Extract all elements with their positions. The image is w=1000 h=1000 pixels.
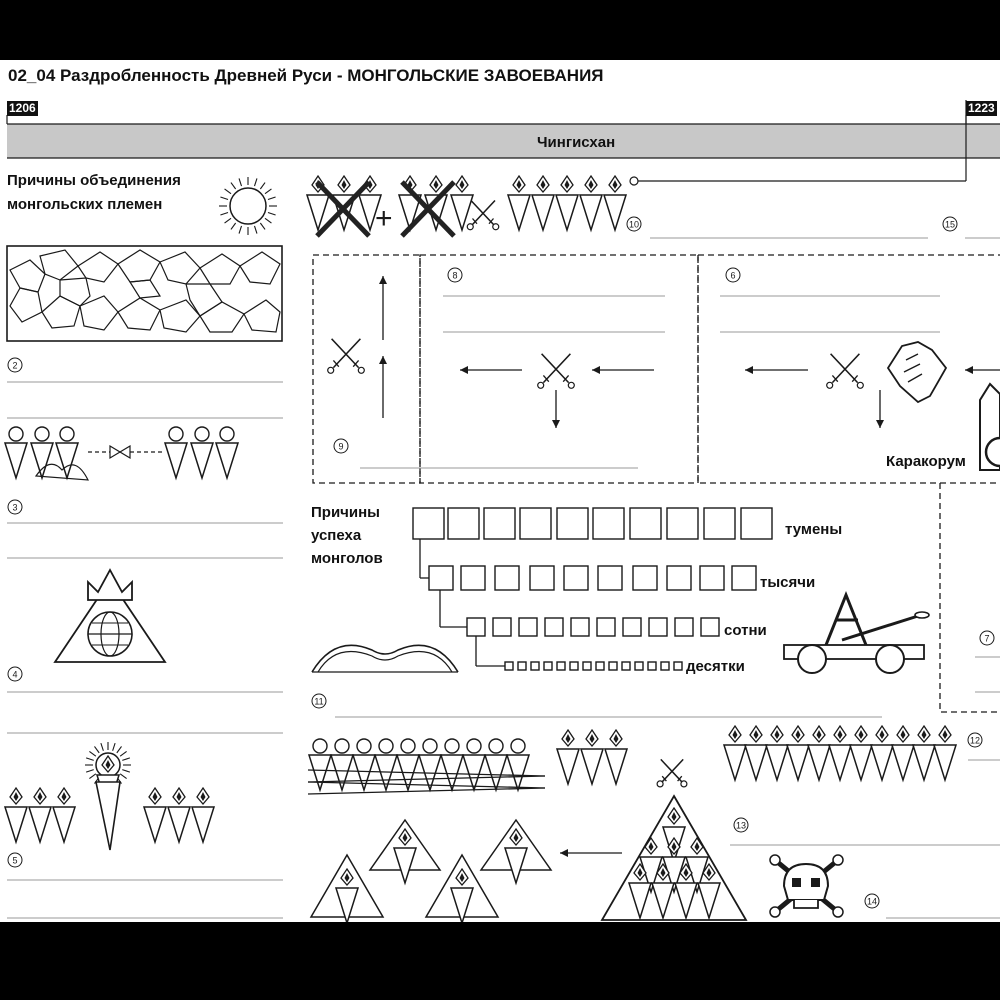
pommel — [827, 382, 833, 388]
year-end-label: 1223 — [968, 101, 995, 115]
pommel — [857, 382, 863, 388]
warrior-icon — [850, 726, 872, 780]
warrior-icon — [766, 726, 788, 780]
cone-body — [463, 755, 485, 790]
ten-box — [570, 662, 578, 670]
cone-body — [56, 443, 78, 478]
cone-body — [168, 807, 190, 842]
marker-number: 14 — [866, 896, 878, 907]
marker-number: 15 — [944, 219, 956, 230]
head — [335, 739, 349, 753]
wheel — [798, 645, 826, 673]
catapult-cup — [915, 612, 929, 618]
pommel — [681, 781, 687, 787]
strike-line — [308, 788, 545, 794]
sun-ray — [254, 226, 256, 234]
head — [489, 739, 503, 753]
bone-end — [833, 855, 843, 865]
ten-box — [544, 662, 552, 670]
sun-ray — [268, 197, 276, 199]
sun-ray — [120, 774, 126, 779]
success-title-3: монголов — [311, 550, 383, 567]
arrow-head — [965, 366, 973, 374]
crown — [88, 570, 132, 600]
tumen-box — [667, 508, 698, 539]
warrior-icon — [745, 726, 767, 780]
warrior-icon — [604, 176, 626, 230]
cone-body — [605, 749, 627, 784]
warrior-icon — [808, 726, 830, 780]
cone-body — [144, 807, 166, 842]
cone-body — [507, 755, 529, 790]
tumen-box — [557, 508, 588, 539]
arrow-south — [876, 390, 884, 428]
sun-disc — [230, 188, 266, 224]
unit-thousands: тысячи — [760, 574, 816, 591]
thousand-box — [429, 566, 453, 590]
person-icon — [485, 739, 507, 790]
sun-ray — [220, 212, 228, 214]
hands-outline — [888, 342, 946, 402]
sun-ray — [225, 218, 231, 223]
ten-box — [583, 662, 591, 670]
sun-ray — [265, 218, 271, 223]
marker-number: 10 — [628, 219, 640, 230]
cone-body — [913, 745, 935, 780]
number-marker — [726, 268, 740, 282]
sun-ray — [231, 183, 236, 189]
sun-ray — [122, 758, 130, 760]
head — [467, 739, 481, 753]
number-marker — [943, 217, 957, 231]
warrior-icon — [557, 730, 579, 784]
head — [401, 739, 415, 753]
cone-body — [31, 443, 53, 478]
number-marker — [334, 439, 348, 453]
year-start-label: 1206 — [9, 101, 36, 115]
number-marker — [8, 853, 22, 867]
thousand-box — [530, 566, 554, 590]
warrior-icon — [581, 730, 603, 784]
ten-box — [596, 662, 604, 670]
pommel — [467, 224, 473, 230]
cone-body — [485, 755, 507, 790]
ten-box — [674, 662, 682, 670]
marker-number: 7 — [984, 633, 990, 644]
skull — [784, 864, 828, 900]
arrow-head — [592, 366, 600, 374]
unification-causes-title-2: монгольских племен — [7, 196, 163, 213]
person-icon — [375, 739, 397, 790]
cone-body — [192, 807, 214, 842]
cone-body — [724, 745, 746, 780]
warrior-icon — [29, 788, 51, 842]
bone-end — [770, 907, 780, 917]
cone-body — [353, 755, 375, 790]
eye — [811, 878, 820, 887]
hundred-box — [649, 618, 667, 636]
thousand-box — [461, 566, 485, 590]
tumen-box — [520, 508, 551, 539]
catapult-icon — [784, 595, 929, 673]
cone-body — [745, 745, 767, 780]
ten-box — [531, 662, 539, 670]
warrior-icon — [53, 788, 75, 842]
arrow-west — [560, 849, 622, 857]
tumen-box — [448, 508, 479, 539]
thousand-box — [667, 566, 691, 590]
bow-tie-right — [120, 446, 130, 458]
hundred-box — [701, 618, 719, 636]
head — [511, 739, 525, 753]
tumen-box — [704, 508, 735, 539]
cone-body — [5, 443, 27, 478]
number-marker — [734, 818, 748, 832]
number-marker — [980, 631, 994, 645]
sun-ray — [260, 183, 265, 189]
marker-number: 4 — [12, 669, 18, 680]
cone-body — [850, 745, 872, 780]
warrior-icon — [871, 726, 893, 780]
warrior-icon — [532, 176, 554, 230]
person-icon — [353, 739, 375, 790]
cone-body — [604, 195, 626, 230]
sun-ray — [220, 197, 228, 199]
marker-number: 2 — [12, 360, 18, 371]
pommel — [358, 367, 364, 373]
person-icon — [216, 427, 238, 478]
hundred-box — [519, 618, 537, 636]
cone-body — [871, 745, 893, 780]
sun-ray — [117, 746, 122, 752]
head — [220, 427, 234, 441]
success-title-2: успеха — [311, 527, 362, 544]
cone-body — [581, 749, 603, 784]
eye — [792, 878, 801, 887]
warrior-icon — [934, 726, 956, 780]
warrior-icon — [168, 788, 190, 842]
crossed-swords-icon — [827, 354, 864, 389]
person-icon — [191, 427, 213, 478]
sun-ray — [239, 178, 241, 186]
thousand-box — [495, 566, 519, 590]
arrow-west — [460, 366, 522, 374]
unit-tens: десятки — [686, 658, 745, 675]
number-marker — [865, 894, 879, 908]
thousand-box — [598, 566, 622, 590]
leader-body — [96, 782, 120, 850]
warrior-icon — [913, 726, 935, 780]
head — [423, 739, 437, 753]
arrow-head — [552, 420, 560, 428]
head — [169, 427, 183, 441]
cone-body — [191, 443, 213, 478]
arrow-north — [379, 356, 387, 418]
mosaic-frame — [7, 246, 282, 341]
arrow-head — [379, 356, 387, 364]
warrior-icon — [724, 726, 746, 780]
warrior-icon — [508, 176, 530, 230]
cone-body — [892, 745, 914, 780]
pommel — [568, 382, 574, 388]
bone-end — [833, 907, 843, 917]
worksheet — [0, 60, 1000, 922]
sun-ray — [113, 743, 115, 751]
person-icon — [419, 739, 441, 790]
arrow-head — [560, 849, 568, 857]
tumen-box — [630, 508, 661, 539]
warrior-icon — [892, 726, 914, 780]
marker-number: 11 — [314, 696, 324, 707]
cone-body — [165, 443, 187, 478]
warrior-icon — [605, 730, 627, 784]
campaign-panel — [940, 483, 1000, 712]
jaw — [794, 900, 818, 908]
ten-box — [518, 662, 526, 670]
tumen-box — [593, 508, 624, 539]
head — [35, 427, 49, 441]
cone-body — [309, 755, 331, 790]
bone-end — [770, 855, 780, 865]
marker-number: 3 — [12, 502, 18, 513]
person-icon — [441, 739, 463, 790]
ten-box — [505, 662, 513, 670]
warrior-icon — [829, 726, 851, 780]
arrow-head — [460, 366, 468, 374]
person-icon — [507, 739, 529, 790]
head — [195, 427, 209, 441]
ruler-name: Чингисхан — [537, 134, 616, 151]
sun-ray — [225, 189, 231, 194]
pommel — [493, 224, 499, 230]
cone-body — [29, 807, 51, 842]
ten-box — [557, 662, 565, 670]
warrior-icon — [580, 176, 602, 230]
warrior-icon — [192, 788, 214, 842]
number-marker — [312, 694, 326, 708]
person-icon — [397, 739, 419, 790]
unit-hundreds: сотни — [724, 622, 767, 639]
sun-ray — [265, 189, 271, 194]
hundred-box — [597, 618, 615, 636]
sun-ray — [239, 226, 241, 234]
head — [357, 739, 371, 753]
sun-ray — [120, 751, 126, 756]
capital-label: Каракорум — [886, 453, 966, 470]
plus-sign: + — [375, 202, 393, 235]
sun-ray — [86, 758, 94, 760]
sun-ray — [268, 212, 276, 214]
hundred-box — [675, 618, 693, 636]
warrior-icon — [787, 726, 809, 780]
arrow-head — [379, 276, 387, 284]
ten-box — [648, 662, 656, 670]
cone-body — [580, 195, 602, 230]
timeline-node — [630, 177, 638, 185]
sun-ray — [89, 774, 95, 779]
cone-body — [508, 195, 530, 230]
arrow-west — [965, 366, 1000, 374]
thousand-box — [633, 566, 657, 590]
warrior-icon — [556, 176, 578, 230]
hundred-box — [493, 618, 511, 636]
person-icon — [165, 427, 187, 478]
crossed-swords-icon — [467, 201, 499, 230]
arrow-head — [745, 366, 753, 374]
marker-number: 5 — [12, 855, 18, 866]
ten-box — [622, 662, 630, 670]
success-title-1: Причины — [311, 504, 380, 521]
hundred-box — [467, 618, 485, 636]
head — [445, 739, 459, 753]
number-marker — [8, 667, 22, 681]
cone-body — [216, 443, 238, 478]
cone-body — [556, 195, 578, 230]
arrow-head — [876, 420, 884, 428]
marker-number: 9 — [338, 441, 344, 452]
cone-body — [441, 755, 463, 790]
ten-box — [635, 662, 643, 670]
cone-body — [5, 807, 27, 842]
page-title: 02_04 Раздробленность Древней Руси - МОНГОЛЬСКИЕ ЗАВОЕВАНИЯ — [8, 66, 604, 85]
ten-box — [609, 662, 617, 670]
sun-ray — [86, 770, 94, 772]
sun-icon — [219, 177, 277, 235]
campaign-panel — [698, 255, 1000, 483]
cone-body — [53, 807, 75, 842]
marker-number: 12 — [969, 735, 981, 746]
tumen-box — [484, 508, 515, 539]
head — [379, 739, 393, 753]
person-icon — [31, 427, 53, 478]
thousand-box — [564, 566, 588, 590]
marker-number: 13 — [735, 820, 747, 831]
number-marker — [968, 733, 982, 747]
unification-causes-title-1: Причины объединения — [7, 172, 181, 189]
thousand-box — [700, 566, 724, 590]
worksheet-illustration — [0, 60, 1000, 922]
pommel — [328, 367, 334, 373]
tumen-box — [413, 508, 444, 539]
crossed-swords-icon — [657, 759, 687, 787]
head — [60, 427, 74, 441]
campaign-panel — [420, 255, 698, 483]
arrow-north — [379, 276, 387, 340]
marker-number: 6 — [730, 270, 736, 281]
number-marker — [8, 500, 22, 514]
pommel — [657, 781, 663, 787]
cone-body — [808, 745, 830, 780]
warrior-icon — [144, 788, 166, 842]
head — [313, 739, 327, 753]
sun-ray — [94, 746, 99, 752]
bow-tie-left — [110, 446, 120, 458]
ten-box — [661, 662, 669, 670]
khan-pyramid-icon — [55, 570, 165, 662]
number-marker — [8, 358, 22, 372]
sun-ray — [260, 223, 265, 229]
sun-ray — [231, 223, 236, 229]
thousand-box — [732, 566, 756, 590]
sun-ray — [254, 178, 256, 186]
bow-limb — [312, 645, 458, 672]
skull-icon — [770, 855, 843, 917]
wheel — [876, 645, 904, 673]
marker-number: 8 — [452, 270, 458, 281]
person-icon — [463, 739, 485, 790]
cone-body — [829, 745, 851, 780]
cone-body — [766, 745, 788, 780]
unit-tumens: тумены — [785, 521, 843, 538]
ruler-band — [7, 124, 1000, 158]
arrow-west — [592, 366, 654, 374]
arrow-south — [552, 390, 560, 428]
arrow-west — [745, 366, 808, 374]
crossed-swords-icon — [538, 354, 575, 389]
person-icon — [56, 427, 78, 478]
head — [9, 427, 23, 441]
number-marker — [627, 217, 641, 231]
cone-body — [934, 745, 956, 780]
crossed-swords-icon — [328, 339, 365, 374]
warrior-icon — [5, 788, 27, 842]
cone-body — [787, 745, 809, 780]
bow-icon — [312, 645, 458, 672]
person-icon — [5, 427, 27, 478]
hundred-box — [545, 618, 563, 636]
cone-body — [331, 755, 353, 790]
sun-ray — [101, 743, 103, 751]
cone-body — [557, 749, 579, 784]
sun-ray — [122, 770, 130, 772]
hundred-box — [623, 618, 641, 636]
handshake-icon — [888, 342, 946, 402]
tumen-box — [741, 508, 772, 539]
pommel — [538, 382, 544, 388]
sun-ray — [89, 751, 95, 756]
tribes-mosaic-icon — [7, 246, 282, 341]
number-marker — [448, 268, 462, 282]
cone-body — [532, 195, 554, 230]
karakorum-icon — [980, 384, 1000, 470]
hundred-box — [571, 618, 589, 636]
